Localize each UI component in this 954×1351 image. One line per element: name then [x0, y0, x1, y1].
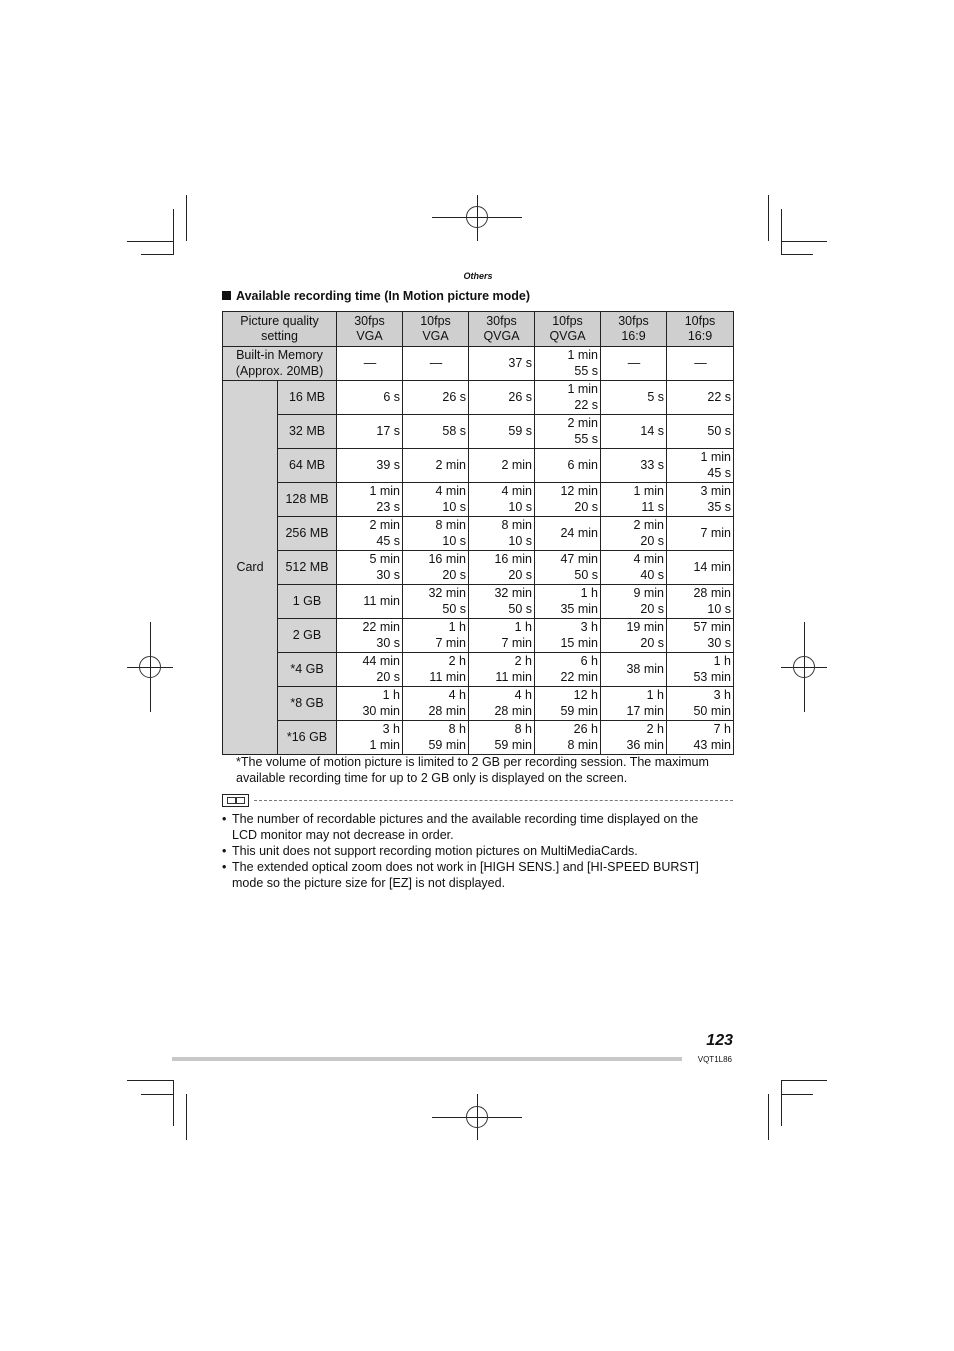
column-header — [469, 312, 535, 347]
table-cell — [667, 415, 734, 449]
cell-line: 32 min — [494, 586, 533, 600]
cell-line: 19 min — [626, 620, 665, 634]
table-row — [223, 721, 734, 755]
table-row — [223, 415, 734, 449]
cell-line: 4 min — [633, 552, 665, 566]
cell-line: 10 s — [442, 499, 467, 514]
table-cell — [469, 517, 535, 551]
cell-line: 32 min — [428, 586, 467, 600]
cell-line: 59 min — [428, 737, 467, 752]
cell-line: 11 min — [429, 669, 467, 684]
table-cell — [535, 381, 601, 415]
cell-line: 45 s — [376, 533, 401, 548]
cell-line: 2 min — [369, 518, 401, 532]
table-row — [223, 381, 734, 415]
cell-line: — — [694, 355, 707, 370]
cell-line: 11 min — [495, 669, 533, 684]
cell-line: Built-in Memory — [236, 348, 323, 362]
table-cell — [337, 517, 403, 551]
table-cell — [601, 551, 667, 585]
table-cell — [337, 415, 403, 449]
cell-line: 38 min — [626, 661, 665, 676]
table-cell — [601, 653, 667, 687]
cell-line: 35 s — [707, 499, 732, 514]
recording-time-table — [222, 311, 734, 755]
cell-line: 7 min — [435, 635, 467, 650]
cell-line: 10fps — [684, 313, 716, 328]
footer-bar — [172, 1057, 682, 1061]
table-cell — [403, 721, 469, 755]
cell-line: 28 min — [693, 586, 732, 600]
cell-line: 8 h — [514, 722, 533, 736]
cell-line: — — [627, 355, 641, 370]
cell-line: 11 s — [641, 499, 665, 514]
cell-line: 5 min — [369, 552, 401, 566]
table-row — [223, 551, 734, 585]
cell-line: 7 min — [700, 525, 732, 540]
table-cell — [337, 721, 403, 755]
card-size-label: *4 GB — [278, 653, 337, 687]
cell-line: 30 s — [376, 635, 401, 650]
cell-line: 3 h — [382, 722, 401, 736]
cell-line: 4 min — [501, 484, 533, 498]
table-cell — [667, 619, 734, 653]
cell-line: 7 h — [713, 722, 732, 736]
cell-line: 8 min — [567, 737, 599, 752]
table-cell — [469, 347, 535, 381]
cell-line: 50 s — [442, 601, 467, 616]
cell-line: 7 min — [501, 635, 533, 650]
cell-line: 50 s — [707, 423, 732, 438]
table-cell — [601, 721, 667, 755]
footnote: *The volume of motion picture is limited to 2 GB per recording session. The maximum available recording time for up to 2 GB only is displayed on the screen. — [236, 755, 709, 785]
cell-line: 22 min — [560, 669, 599, 684]
cell-line: 59 s — [508, 423, 533, 438]
cell-line: — — [429, 355, 443, 370]
cell-line: 12 h — [573, 688, 599, 702]
row-label-builtin-memory — [223, 347, 337, 381]
table-cell — [403, 585, 469, 619]
table-cell — [403, 619, 469, 653]
column-header — [535, 312, 601, 347]
cell-line: 30 s — [707, 635, 732, 650]
row-label-card: Card — [223, 381, 278, 755]
cell-line: 4 h — [514, 688, 533, 702]
cell-line: 2 min — [567, 416, 599, 430]
card-size-label: 1 GB — [278, 585, 337, 619]
cell-line: 4 min — [435, 484, 467, 498]
cell-line: 1 h — [713, 654, 732, 668]
table-cell — [535, 551, 601, 585]
cell-line: 35 min — [560, 601, 599, 616]
cell-line: 55 s — [574, 431, 599, 446]
column-header — [667, 312, 734, 347]
table-cell — [535, 483, 601, 517]
table-row — [223, 449, 734, 483]
table-row — [223, 585, 734, 619]
cell-line: 14 s — [640, 423, 665, 438]
table-row — [223, 347, 734, 381]
cell-line: 1 h — [448, 620, 467, 634]
cell-line: 50 s — [508, 601, 533, 616]
card-size-label: 512 MB — [278, 551, 337, 585]
table-cell — [469, 551, 535, 585]
table-cell — [337, 653, 403, 687]
table-cell — [535, 687, 601, 721]
table-cell — [535, 449, 601, 483]
cell-line: 3 h — [580, 620, 599, 634]
table-cell — [667, 721, 734, 755]
table-cell — [403, 449, 469, 483]
table-cell — [403, 347, 469, 381]
cell-line: 58 s — [442, 423, 467, 438]
cell-line: 10 s — [508, 499, 533, 514]
cell-line: 37 s — [508, 355, 533, 370]
cell-line: 2 min — [633, 518, 665, 532]
table-cell — [469, 687, 535, 721]
cell-line: 8 min — [501, 518, 533, 532]
cell-line: 2 h — [514, 654, 533, 668]
cell-line: 30 s — [376, 567, 401, 582]
table-cell — [403, 687, 469, 721]
table-cell — [469, 415, 535, 449]
cell-line: 10 s — [442, 533, 467, 548]
heading-text: Available recording time (In Motion picture mode) — [236, 289, 531, 303]
card-size-label: 2 GB — [278, 619, 337, 653]
section-heading — [222, 289, 530, 303]
table-cell — [535, 721, 601, 755]
cell-line: 10fps — [420, 313, 451, 328]
cell-line: QVGA — [549, 329, 586, 343]
table-cell — [601, 347, 667, 381]
note-text: The extended optical zoom does not work in [HIGH SENS.] and [HI-SPEED BURST] mode so the picture size for [EZ] is not displayed. — [232, 860, 699, 890]
table-cell — [667, 551, 734, 585]
table-cell — [667, 585, 734, 619]
card-size-label: 32 MB — [278, 415, 337, 449]
cell-line: 6 h — [580, 654, 599, 668]
table-header-row — [223, 312, 734, 347]
cell-line: 14 min — [693, 559, 732, 574]
table-cell — [667, 381, 734, 415]
cell-line: Picture quality — [240, 313, 319, 328]
list-item — [222, 843, 722, 859]
cell-line: 30fps — [618, 313, 649, 328]
cell-line: 28 min — [428, 703, 467, 718]
column-header — [337, 312, 403, 347]
cell-line: 1 h — [580, 586, 599, 600]
table-cell — [337, 347, 403, 381]
bullet-icon: • — [222, 860, 227, 874]
cell-line: — — [363, 355, 377, 370]
cell-line: 33 s — [640, 457, 665, 472]
cell-line: 39 s — [376, 457, 401, 472]
cell-line: 50 min — [693, 703, 732, 718]
cell-line: 1 min — [369, 737, 401, 752]
page-number: 123 — [706, 1032, 733, 1049]
table-cell — [667, 517, 734, 551]
column-header — [601, 312, 667, 347]
table-cell — [469, 449, 535, 483]
cell-line: 3 min — [700, 484, 732, 498]
cell-line: 9 min — [633, 586, 665, 600]
table-cell — [337, 585, 403, 619]
cell-line: VGA — [356, 329, 383, 343]
cell-line: 1 h — [514, 620, 533, 634]
table-cell — [667, 687, 734, 721]
table-cell — [601, 415, 667, 449]
table-row — [223, 483, 734, 517]
cell-line: VGA — [422, 329, 449, 343]
table-cell — [403, 483, 469, 517]
cell-line: 17 s — [376, 423, 401, 438]
table-cell — [469, 585, 535, 619]
table-cell — [535, 415, 601, 449]
table-cell — [469, 619, 535, 653]
note-text: The number of recordable pictures and the available recording time displayed on the LCD monitor may not decrease in order. — [232, 812, 699, 842]
table-cell — [601, 585, 667, 619]
cell-line: 1 min — [567, 348, 599, 362]
table-cell — [601, 517, 667, 551]
cell-line: 26 s — [508, 389, 533, 404]
table-row — [223, 687, 734, 721]
cell-line: 12 min — [560, 484, 599, 498]
cell-line: 20 s — [508, 567, 533, 582]
note-divider — [254, 800, 733, 801]
note-icon — [222, 794, 249, 807]
cell-line: 28 min — [494, 703, 533, 718]
cell-line: 30 min — [362, 703, 401, 718]
cell-line: (Approx. 20MB) — [235, 363, 324, 378]
cell-line: 1 h — [646, 688, 665, 702]
table-cell — [403, 415, 469, 449]
cell-line: 22 min — [362, 620, 401, 634]
table-cell — [535, 347, 601, 381]
table-cell — [535, 517, 601, 551]
cell-line: 22 s — [574, 397, 599, 412]
card-size-label: 128 MB — [278, 483, 337, 517]
cell-line: 2 min — [501, 457, 533, 472]
cell-line: 1 min — [700, 450, 732, 464]
cell-line: 15 min — [560, 635, 599, 650]
table-cell — [601, 687, 667, 721]
table-cell — [469, 653, 535, 687]
table-cell — [667, 653, 734, 687]
column-header — [403, 312, 469, 347]
table-cell — [535, 619, 601, 653]
cell-line: 20 s — [574, 499, 599, 514]
table-cell — [469, 483, 535, 517]
table-cell — [667, 483, 734, 517]
table-cell — [337, 483, 403, 517]
card-size-label: 16 MB — [278, 381, 337, 415]
bullet-icon: • — [222, 844, 227, 858]
cell-line: 20 s — [442, 567, 467, 582]
table-row — [223, 517, 734, 551]
table-cell — [337, 449, 403, 483]
cell-line: 30fps — [354, 313, 385, 328]
cell-line: 53 min — [693, 669, 732, 684]
cell-line: QVGA — [483, 329, 520, 343]
table-cell — [403, 517, 469, 551]
table-cell — [535, 585, 601, 619]
table-cell — [337, 381, 403, 415]
section-label: Others — [463, 271, 493, 281]
cell-line: 23 s — [376, 499, 401, 514]
table-cell — [601, 449, 667, 483]
cell-line: 44 min — [362, 654, 401, 668]
cell-line: 26 s — [442, 389, 467, 404]
list-item — [222, 859, 722, 891]
cell-line: 16 min — [494, 552, 533, 566]
cell-line: 50 s — [574, 567, 599, 582]
cell-line: 20 s — [640, 533, 665, 548]
cell-line: 1 min — [369, 484, 401, 498]
document-code: VQT1L86 — [697, 1055, 732, 1064]
table-row — [223, 619, 734, 653]
cell-line: 5 s — [647, 389, 665, 404]
cell-line: 2 h — [646, 722, 665, 736]
cell-line: 45 s — [707, 465, 732, 480]
table-cell — [601, 483, 667, 517]
cell-line: setting — [261, 329, 298, 343]
cell-line: 57 min — [693, 620, 732, 634]
table-cell — [469, 381, 535, 415]
table-cell — [667, 347, 734, 381]
card-size-label: 256 MB — [278, 517, 337, 551]
table-cell — [403, 551, 469, 585]
cell-line: 1 min — [567, 382, 599, 396]
cell-line: 6 min — [567, 457, 599, 472]
table-cell — [667, 449, 734, 483]
cell-line: 59 min — [560, 703, 599, 718]
card-size-label: *8 GB — [278, 687, 337, 721]
table-cell — [337, 687, 403, 721]
cell-line: 36 min — [626, 737, 665, 752]
card-size-label: 64 MB — [278, 449, 337, 483]
cell-line: 10 s — [707, 601, 732, 616]
cell-line: 1 h — [382, 688, 401, 702]
cell-line: 10fps — [552, 313, 583, 328]
table-cell — [337, 551, 403, 585]
cell-line: 16:9 — [687, 329, 713, 343]
cell-line: 16:9 — [621, 329, 646, 343]
cell-line: 26 h — [573, 722, 599, 736]
cell-line: 20 s — [640, 601, 665, 616]
header-picture-quality — [223, 312, 337, 347]
card-size-label: *16 GB — [278, 721, 337, 755]
cell-line: 24 min — [560, 525, 599, 540]
table-cell — [403, 653, 469, 687]
cell-line: 47 min — [560, 552, 599, 566]
cell-line: 16 min — [428, 552, 467, 566]
cell-line: 11 min — [363, 593, 401, 608]
note-text: This unit does not support recording motion pictures on MultiMediaCards. — [232, 844, 638, 858]
cell-line: 43 min — [693, 737, 732, 752]
cell-line: 2 h — [448, 654, 467, 668]
cell-line: 22 s — [707, 389, 732, 404]
table-cell — [469, 721, 535, 755]
cell-line: 20 s — [640, 635, 665, 650]
bullet-icon: • — [222, 812, 227, 826]
list-item — [222, 811, 722, 843]
table-cell — [403, 381, 469, 415]
table-cell — [337, 619, 403, 653]
notes-list — [222, 811, 722, 891]
cell-line: 10 s — [508, 533, 533, 548]
cell-line: 40 s — [640, 567, 665, 582]
cell-line: 55 s — [574, 363, 599, 378]
square-bullet-icon — [222, 291, 231, 300]
cell-line: 8 h — [448, 722, 467, 736]
cell-line: 8 min — [435, 518, 467, 532]
cell-line: 6 s — [383, 389, 401, 404]
table-cell — [601, 381, 667, 415]
cell-line: 59 min — [494, 737, 533, 752]
cell-line: 30fps — [486, 313, 517, 328]
cell-line: 3 h — [713, 688, 732, 702]
cell-line: 17 min — [626, 703, 665, 718]
cell-line: 1 min — [633, 484, 665, 498]
table-cell — [601, 619, 667, 653]
table-row — [223, 653, 734, 687]
cell-line: 4 h — [448, 688, 467, 702]
cell-line: 20 s — [376, 669, 401, 684]
table-cell — [535, 653, 601, 687]
cell-line: 2 min — [435, 457, 467, 472]
